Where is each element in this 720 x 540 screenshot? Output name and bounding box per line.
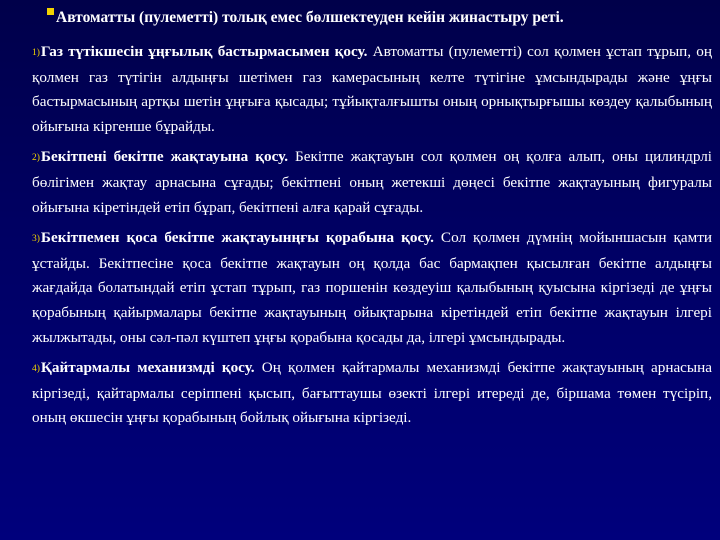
list-item: [32, 145, 712, 220]
list-item: [32, 356, 712, 431]
item-text: Автоматты (пулеметті) сол қолмен ұстап тұрып, оң қолмен газ түтігін алдыңғы шетімен газ камерасының келте түтігіне ұмсындырады және ұңғы бастырмасының артқы шетін ұңғыға қысады; тұйықталғышты оның орнықтырғышы көздеу қалыбының ойығына кіргенше бұрайды.: [32, 43, 713, 135]
item-lead: Қайтармалы механизмді қосу.: [40, 359, 255, 377]
item-lead: Бекітпемен қоса бекітпе жақтауынңғы қорабына қосу.: [40, 229, 434, 247]
list-item: [32, 40, 712, 139]
item-text: Оң қолмен қайтармалы механизмді бекітпе жақтауының арнасына кіргізеді, қайтармалы серіппені қысып, бағыттаушы өзекті ілгері итереді де, біршама төмен түсіріп, оның өкшесін ұңғы қорабының бойлық ойығына кіргізеді.: [32, 359, 712, 427]
item-text: Сол қолмен дүмнің мойыншасын қамти ұстайды. Бекітпесіне қоса бекітпе жақтауын оң қолда бас бармақпен қысылған бекітпе алдыңғы жағдайда болатындай етіп ұстап тұрып, газ поршенін көздеуіш қалыбының қуысына кіргізеді де ұңғы қорабының қайырмалары бекітпе жақтауының ойықтарына кіретіндей етіп бекітпе жақтауын ілгері жылжытады, оны сәл-пәл күштеп ұңғы қорабына қосады да, ілгері ұмсындырады.: [32, 229, 712, 346]
item-number: 2): [32, 153, 40, 164]
item-number: 4): [32, 364, 40, 375]
item-text: Бекітпе жақтауын сол қолмен оң қолға алып, оны цилиндрлі бөлігімен жақтау арнасына сұғады; бекітпені оның жетекші дөңесі бекітпе жақтауының фигуралы ойығына кіретіндей етіп бұрап, бекітпені алға қарай сұғады.: [32, 148, 713, 216]
item-number: 3): [32, 234, 40, 245]
item-lead: Газ түтікшесін ұңғылық бастырмасымен қосу.: [40, 43, 368, 60]
item-lead: Бекітпені бекітпе жақтауына қосу.: [40, 148, 289, 166]
instruction-list: [32, 40, 712, 437]
list-item: [32, 226, 712, 350]
heading-text: Автоматты (пулеметті) толық емес бөлшектеуден кейін жинастыру реті.: [56, 9, 564, 26]
square-bullet-icon: [47, 8, 54, 15]
slide-heading: [47, 8, 712, 28]
item-number: 1): [32, 48, 40, 58]
